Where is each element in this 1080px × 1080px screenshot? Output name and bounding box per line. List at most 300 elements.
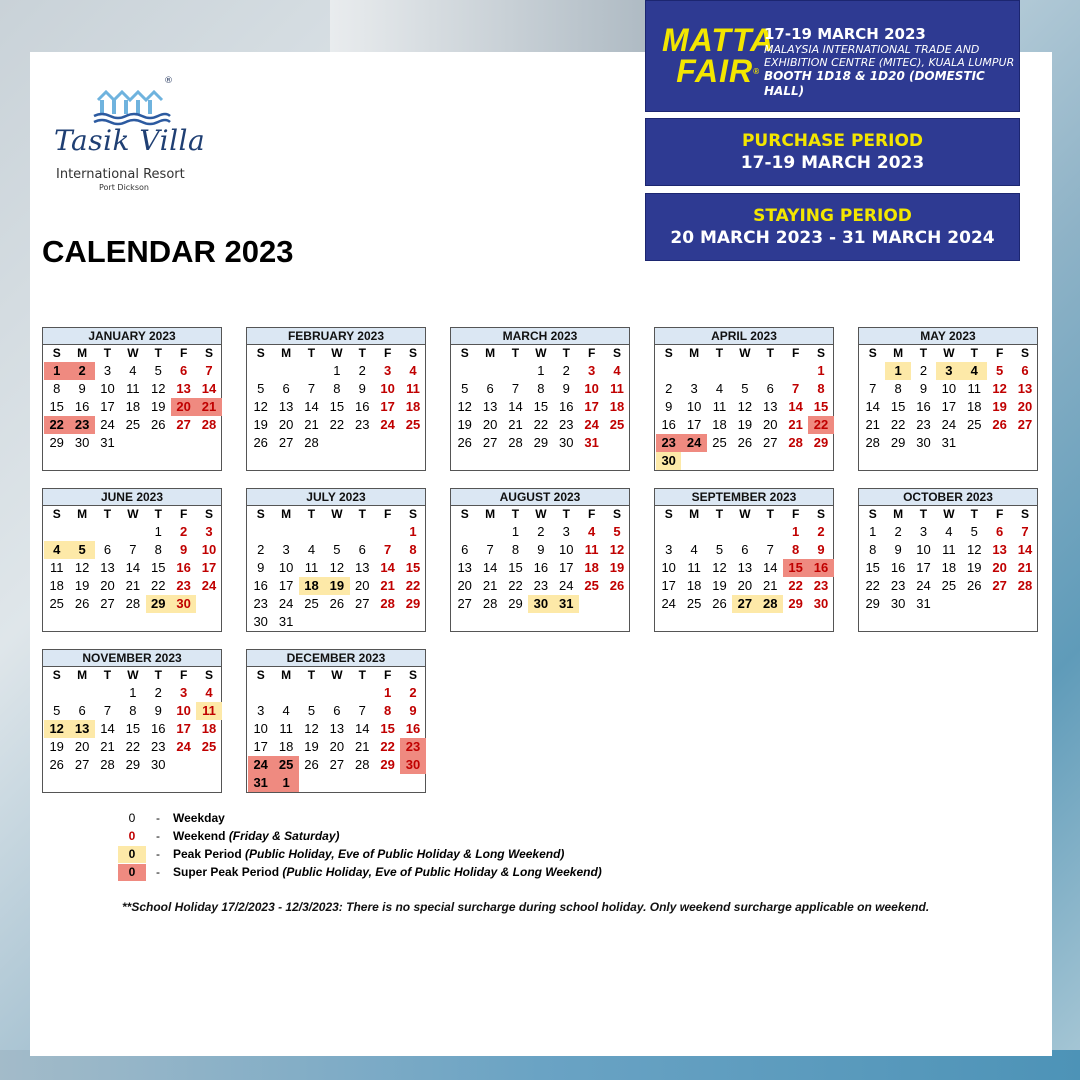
day-cell: 29 xyxy=(865,596,880,611)
day-cell: 25 xyxy=(941,578,957,593)
day-cell: 4 xyxy=(282,703,290,718)
day-cell: 7 xyxy=(792,381,800,396)
month-days-grid xyxy=(248,667,425,792)
legend-swatch: 0 xyxy=(128,811,136,825)
legend-dash: - xyxy=(156,811,160,825)
day-cell: 7 xyxy=(358,703,366,718)
weekday-header: F xyxy=(791,507,800,521)
day-cell: 14 xyxy=(125,560,141,575)
legend-swatch: 0 xyxy=(118,864,146,881)
day-cell: 11 xyxy=(712,399,727,414)
day-cell: 4 xyxy=(409,363,417,378)
day-cell: 29 xyxy=(405,596,421,611)
day-cell: 29 xyxy=(813,435,829,450)
day-cell: 8 xyxy=(129,703,137,718)
day-cell: 7 xyxy=(307,381,316,396)
day-cell: 14 xyxy=(100,721,115,736)
empty-day-cell xyxy=(299,362,324,380)
weekday-header: T xyxy=(154,507,162,521)
day-cell: 2 xyxy=(919,363,928,378)
day-cell: 10 xyxy=(176,703,191,718)
day-cell: 5 xyxy=(333,542,341,557)
day-cell: 6 xyxy=(741,542,749,557)
day-cell: 24 xyxy=(916,578,931,593)
day-cell: 9 xyxy=(257,560,265,575)
day-cell: 13 xyxy=(1017,381,1033,396)
weekday-header: W xyxy=(943,507,955,521)
day-cell: 7 xyxy=(511,381,520,396)
day-cell: 4 xyxy=(588,524,596,539)
legend-swatch: 0 xyxy=(128,829,136,843)
day-cell: 14 xyxy=(1017,542,1033,557)
legend-detail: (Public Holiday, Eve of Public Holiday & Long Weekend) xyxy=(245,847,565,861)
day-cell: 18 xyxy=(712,417,727,432)
weekday-header: T xyxy=(154,668,162,682)
month-days-grid xyxy=(248,345,425,452)
month-calendar xyxy=(246,327,426,471)
day-cell: 27 xyxy=(100,596,115,611)
matta-booth: BOOTH 1D18 & 1D20 (DOMESTIC HALL) xyxy=(764,69,985,98)
day-cell: 10 xyxy=(253,721,268,736)
day-cell: 31 xyxy=(941,435,957,450)
day-cell: 13 xyxy=(992,542,1007,557)
day-cell: 7 xyxy=(486,542,494,557)
weekday-header: F xyxy=(791,346,800,360)
weekday-header: M xyxy=(893,507,904,521)
day-cell: 23 xyxy=(813,578,829,593)
weekday-header: F xyxy=(179,668,188,682)
day-cell: 24 xyxy=(661,596,676,611)
day-cell: 15 xyxy=(125,721,141,736)
day-cell: 8 xyxy=(792,542,800,557)
day-cell: 2 xyxy=(894,524,902,539)
day-cell: 10 xyxy=(278,560,294,575)
weekday-header: F xyxy=(587,507,596,521)
legend-dash: - xyxy=(156,865,160,879)
day-cell: 1 xyxy=(817,363,825,378)
weekday-header: T xyxy=(103,346,112,360)
day-cell: 27 xyxy=(176,417,191,432)
day-cell: 27 xyxy=(355,596,370,611)
day-cell: 16 xyxy=(916,399,931,414)
month-title: SEPTEMBER 2023 xyxy=(655,489,833,506)
day-cell: 16 xyxy=(74,399,90,414)
day-cell: 2 xyxy=(358,363,366,378)
empty-day-cell xyxy=(44,523,69,541)
day-cell: 6 xyxy=(282,381,290,396)
day-cell: 24 xyxy=(176,739,191,754)
empty-day-cell xyxy=(350,523,375,541)
day-cell: 11 xyxy=(49,560,64,575)
weekday-header: W xyxy=(535,507,547,521)
day-cell: 24 xyxy=(584,417,599,432)
day-cell: 25 xyxy=(967,417,982,432)
day-cell: 5 xyxy=(257,381,265,396)
day-cell: 22 xyxy=(890,417,906,432)
day-cell: 20 xyxy=(100,578,115,593)
day-cell: 22 xyxy=(125,739,141,754)
day-cell: 14 xyxy=(788,399,803,414)
weekday-header: M xyxy=(485,507,496,521)
weekday-header: T xyxy=(766,346,774,360)
day-cell: 26 xyxy=(329,596,345,611)
day-cell: 8 xyxy=(537,381,545,396)
day-cell: 14 xyxy=(201,381,217,396)
day-cell: 27 xyxy=(763,435,778,450)
day-cell: 25 xyxy=(405,417,421,432)
matta-dates: 17-19 MARCH 2023 xyxy=(764,25,926,43)
day-cell: 13 xyxy=(278,399,294,414)
empty-day-cell xyxy=(758,362,783,380)
day-cell: 20 xyxy=(482,417,498,432)
day-cell: 18 xyxy=(125,399,141,414)
day-cell: 24 xyxy=(201,578,217,593)
weekday-header: F xyxy=(179,346,188,360)
day-cell: 8 xyxy=(869,542,877,557)
legend-dash: - xyxy=(156,847,160,861)
day-cell: 26 xyxy=(712,596,727,611)
day-cell: 9 xyxy=(919,381,928,396)
day-cell: 6 xyxy=(358,542,366,557)
day-cell: 23 xyxy=(890,578,906,593)
day-cell: 28 xyxy=(788,435,803,450)
weekday-header: W xyxy=(127,346,139,360)
day-cell: 28 xyxy=(482,596,498,611)
day-cell: 27 xyxy=(457,596,472,611)
day-cell: 5 xyxy=(996,363,1004,378)
day-cell: 29 xyxy=(146,595,171,613)
day-cell: 6 xyxy=(461,542,469,557)
month-title: MARCH 2023 xyxy=(451,328,629,345)
legend-label xyxy=(173,828,340,845)
day-cell: 19 xyxy=(49,739,64,754)
weekday-header: T xyxy=(562,507,570,521)
day-cell: 13 xyxy=(355,560,370,575)
day-cell: 11 xyxy=(967,381,981,396)
day-cell: 21 xyxy=(125,578,141,593)
staying-period-value: 20 MARCH 2023 - 31 MARCH 2024 xyxy=(670,228,995,248)
day-cell: 21 xyxy=(355,739,370,754)
day-cell: 5 xyxy=(970,524,978,539)
purchase-period-value: 17-19 MARCH 2023 xyxy=(740,153,925,173)
day-cell: 7 xyxy=(766,542,774,557)
weekday-header: M xyxy=(689,507,700,521)
day-cell: 8 xyxy=(154,542,162,557)
weekday-header: M xyxy=(281,668,292,682)
day-cell: 5 xyxy=(53,703,61,718)
day-cell: 30 xyxy=(74,435,90,450)
day-cell: 14 xyxy=(482,560,498,575)
weekday-header: T xyxy=(307,668,316,682)
day-cell: 28 xyxy=(201,417,217,432)
weekday-header: F xyxy=(995,507,1004,521)
month-title: DECEMBER 2023 xyxy=(247,650,425,667)
weekday-header: S xyxy=(613,507,622,521)
day-cell: 15 xyxy=(151,560,166,575)
day-cell: 12 xyxy=(457,399,472,414)
month-days-grid xyxy=(452,506,629,613)
weekday-header: S xyxy=(664,507,673,521)
day-cell: 28 xyxy=(100,757,115,772)
day-cell: 31 xyxy=(248,774,273,792)
day-cell: 14 xyxy=(304,399,319,414)
weekday-header: M xyxy=(77,346,88,360)
day-cell: 18 xyxy=(299,577,324,595)
day-cell: 9 xyxy=(562,381,570,396)
day-cell: 3 xyxy=(919,524,928,539)
day-cell: 19 xyxy=(712,578,727,593)
empty-day-cell xyxy=(95,523,120,541)
weekday-header: M xyxy=(77,507,88,521)
day-cell: 15 xyxy=(890,399,906,414)
day-cell: 15 xyxy=(405,560,421,575)
day-cell: 18 xyxy=(49,578,64,593)
weekday-header: F xyxy=(995,346,1004,360)
weekday-header: F xyxy=(383,346,392,360)
day-cell: 16 xyxy=(151,721,166,736)
legend-label-text: Weekend xyxy=(173,829,226,843)
day-cell: 28 xyxy=(125,596,141,611)
day-cell: 26 xyxy=(253,435,268,450)
day-cell: 20 xyxy=(278,417,294,432)
day-cell: 13 xyxy=(176,381,191,396)
day-cell: 2 xyxy=(817,524,825,539)
legend-label xyxy=(173,846,564,863)
day-cell: 6 xyxy=(333,703,341,718)
day-cell: 25 xyxy=(304,596,319,611)
day-cell: 4 xyxy=(613,363,621,378)
month-title: FEBRUARY 2023 xyxy=(247,328,425,345)
day-cell: 22 xyxy=(865,578,880,593)
day-cell: 12 xyxy=(712,560,727,575)
day-cell: 23 xyxy=(355,417,370,432)
day-cell: 23 xyxy=(559,417,574,432)
weekday-header: M xyxy=(281,346,292,360)
day-cell: 28 xyxy=(758,595,783,613)
day-cell: 7 xyxy=(1021,524,1029,539)
weekday-header: W xyxy=(331,507,343,521)
weekday-header: T xyxy=(919,507,928,521)
day-cell: 24 xyxy=(380,417,395,432)
day-cell: 15 xyxy=(329,399,345,414)
month-calendar xyxy=(858,488,1038,632)
day-cell: 8 xyxy=(817,381,825,396)
day-cell: 30 xyxy=(528,595,553,613)
day-cell: 22 xyxy=(380,739,395,754)
empty-day-cell xyxy=(707,523,732,541)
day-cell: 21 xyxy=(865,417,880,432)
day-cell: 19 xyxy=(151,399,166,414)
empty-day-cell xyxy=(707,362,732,380)
day-cell: 15 xyxy=(783,559,808,577)
legend-label-text: Peak Period xyxy=(173,847,242,861)
day-cell: 24 xyxy=(100,417,115,432)
empty-day-cell xyxy=(860,362,885,380)
empty-day-cell xyxy=(44,684,69,702)
legend-swatch: 0 xyxy=(118,846,146,863)
day-cell: 29 xyxy=(788,596,803,611)
day-cell: 16 xyxy=(533,560,549,575)
matta-venue-line1: MALAYSIA INTERNATIONAL TRADE AND xyxy=(764,43,980,56)
day-cell: 15 xyxy=(508,560,523,575)
weekday-header: W xyxy=(331,668,343,682)
matta-fair-box xyxy=(645,0,1020,112)
day-cell: 30 xyxy=(890,596,906,611)
day-cell: 8 xyxy=(511,542,520,557)
weekday-header: T xyxy=(511,346,520,360)
day-cell: 18 xyxy=(686,578,702,593)
day-cell: 6 xyxy=(180,363,188,378)
day-cell: 5 xyxy=(461,381,469,396)
day-cell: 22 xyxy=(808,416,833,434)
day-cell: 6 xyxy=(1021,363,1029,378)
day-cell: 1 xyxy=(333,363,341,378)
day-cell: 2 xyxy=(409,685,417,700)
day-cell: 15 xyxy=(49,399,64,414)
weekday-header: F xyxy=(383,668,392,682)
day-cell: 10 xyxy=(201,542,217,557)
day-cell: 26 xyxy=(74,596,90,611)
day-cell: 13 xyxy=(100,560,115,575)
day-cell: 7 xyxy=(205,363,213,378)
day-cell: 9 xyxy=(537,542,545,557)
weekday-header: T xyxy=(970,346,978,360)
weekday-header: T xyxy=(103,507,112,521)
day-cell: 7 xyxy=(869,381,877,396)
weekday-header: S xyxy=(52,346,61,360)
day-cell: 23 xyxy=(253,596,268,611)
empty-day-cell xyxy=(350,684,375,702)
day-cell: 11 xyxy=(687,560,701,575)
weekday-header: S xyxy=(205,346,214,360)
day-cell: 18 xyxy=(278,739,294,754)
day-cell: 20 xyxy=(737,578,753,593)
day-cell: 21 xyxy=(380,578,395,593)
day-cell: 2 xyxy=(665,381,673,396)
day-cell: 12 xyxy=(253,399,268,414)
weekday-header: M xyxy=(281,507,292,521)
day-cell: 11 xyxy=(584,542,599,557)
day-cell: 30 xyxy=(171,595,196,613)
month-days-grid xyxy=(656,506,833,613)
empty-day-cell xyxy=(299,684,324,702)
day-cell: 26 xyxy=(609,578,625,593)
day-cell: 3 xyxy=(103,363,112,378)
day-cell: 20 xyxy=(763,417,778,432)
day-cell: 20 xyxy=(329,739,345,754)
day-cell: 25 xyxy=(584,578,599,593)
day-cell: 5 xyxy=(69,541,94,559)
day-cell: 8 xyxy=(894,381,902,396)
day-cell: 9 xyxy=(409,703,417,718)
day-cell: 3 xyxy=(690,381,698,396)
day-cell: 15 xyxy=(533,399,549,414)
day-cell: 27 xyxy=(1017,417,1033,432)
day-cell: 3 xyxy=(180,685,188,700)
day-cell: 20 xyxy=(74,739,90,754)
day-cell: 3 xyxy=(588,363,596,378)
day-cell: 5 xyxy=(715,542,724,557)
day-cell: 10 xyxy=(916,542,931,557)
month-calendar xyxy=(42,488,222,632)
empty-day-cell xyxy=(452,362,477,380)
day-cell: 17 xyxy=(380,399,395,414)
day-cell: 17 xyxy=(584,399,599,414)
day-cell: 18 xyxy=(967,399,982,414)
day-cell: 1 xyxy=(154,524,162,539)
day-cell: 17 xyxy=(941,399,957,414)
day-cell: 11 xyxy=(304,560,319,575)
day-cell: 22 xyxy=(151,578,166,593)
empty-day-cell xyxy=(477,523,502,541)
weekday-header: S xyxy=(52,668,61,682)
month-days-grid xyxy=(44,345,221,452)
day-cell: 22 xyxy=(508,578,523,593)
day-cell: 16 xyxy=(355,399,370,414)
empty-day-cell xyxy=(783,362,808,380)
month-days-grid xyxy=(860,345,1037,452)
day-cell: 21 xyxy=(763,578,778,593)
month-title: AUGUST 2023 xyxy=(451,489,629,506)
background-stripe xyxy=(330,0,650,60)
day-cell: 3 xyxy=(282,542,290,557)
day-cell: 13 xyxy=(763,399,778,414)
day-cell: 20 xyxy=(1017,399,1033,414)
day-cell: 13 xyxy=(457,560,472,575)
day-cell: 16 xyxy=(405,721,421,736)
day-cell: 21 xyxy=(196,398,221,416)
weekday-header: T xyxy=(715,346,724,360)
day-cell: 26 xyxy=(457,435,472,450)
day-cell: 19 xyxy=(992,399,1007,414)
weekday-header: T xyxy=(154,346,162,360)
day-cell: 8 xyxy=(333,381,341,396)
day-cell: 1 xyxy=(537,363,545,378)
empty-day-cell xyxy=(95,684,120,702)
day-cell: 9 xyxy=(817,542,825,557)
day-cell: 31 xyxy=(916,596,931,611)
day-cell: 25 xyxy=(712,435,727,450)
month-title: JUNE 2023 xyxy=(43,489,221,506)
day-cell: 23 xyxy=(151,739,166,754)
day-cell: 1 xyxy=(129,685,137,700)
day-cell: 4 xyxy=(945,524,953,539)
day-cell: 2 xyxy=(69,362,94,380)
day-cell: 22 xyxy=(788,578,803,593)
day-cell: 6 xyxy=(996,524,1004,539)
day-cell: 2 xyxy=(257,542,265,557)
weekday-header: T xyxy=(970,507,978,521)
month-title: OCTOBER 2023 xyxy=(859,489,1037,506)
day-cell: 6 xyxy=(486,381,494,396)
day-cell: 4 xyxy=(44,541,69,559)
day-cell: 6 xyxy=(103,542,112,557)
weekday-header: S xyxy=(256,668,265,682)
weekday-header: T xyxy=(307,346,316,360)
weekday-header: W xyxy=(739,507,751,521)
month-title: JANUARY 2023 xyxy=(43,328,221,345)
day-cell: 14 xyxy=(380,560,395,575)
day-cell: 17 xyxy=(176,721,191,736)
day-cell: 21 xyxy=(788,417,803,432)
day-cell: 23 xyxy=(656,434,681,452)
day-cell: 22 xyxy=(533,417,549,432)
day-cell: 22 xyxy=(405,578,421,593)
day-cell: 21 xyxy=(1017,560,1033,575)
day-cell: 26 xyxy=(737,435,753,450)
day-cell: 11 xyxy=(196,702,221,720)
logo-subtitle: International Resort xyxy=(56,167,185,182)
